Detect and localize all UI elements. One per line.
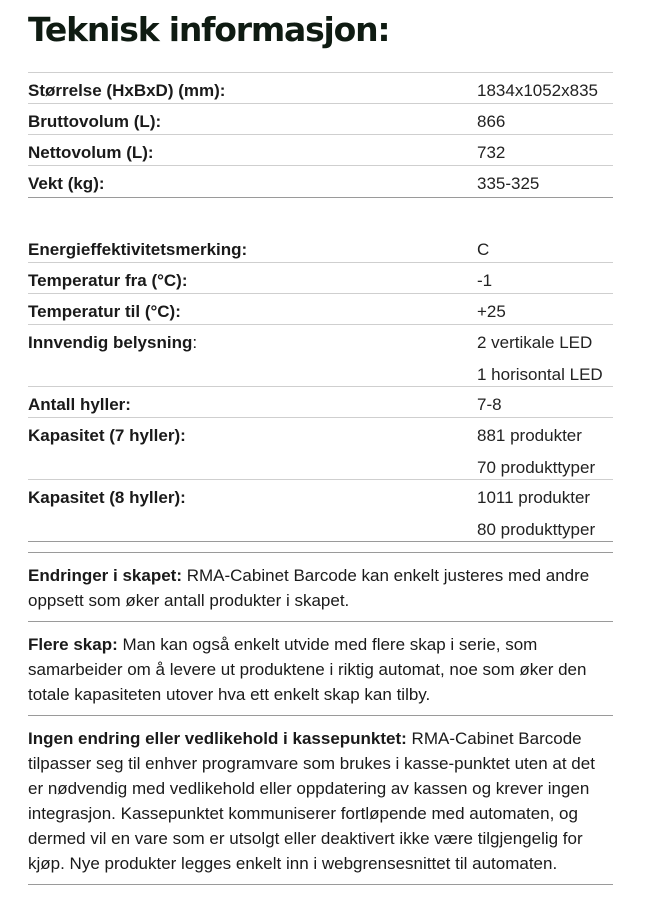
spec-value: -1 [477, 271, 493, 290]
spec-label [28, 426, 186, 446]
spec-label [28, 81, 225, 101]
spec-table-dimensions [28, 73, 613, 197]
spec-label [28, 143, 154, 163]
spec-value: 1 horisontal LED [477, 365, 603, 384]
spec-label [28, 488, 186, 508]
spec-label [28, 271, 188, 291]
note-heading: Endringer i skapet: [28, 566, 182, 585]
spec-label [28, 302, 181, 322]
spec-label-text: Antall hyller: [28, 395, 131, 414]
spec-row [28, 387, 613, 418]
page-title: Teknisk informasjon: [28, 10, 390, 49]
spec-value: 335-325 [477, 174, 540, 193]
spec-label-text: Bruttovolum (L): [28, 112, 162, 131]
spec-row [28, 166, 613, 197]
spec-label-text: Kapasitet (7 hyller): [28, 426, 186, 445]
spec-value: 1011 produkter [477, 488, 591, 507]
spec-label-text: Størrelse (HxBxD) (mm): [28, 81, 226, 100]
divider [28, 197, 613, 198]
spec-value: 2 vertikale LED [477, 333, 593, 352]
spec-value: 881 produkter [477, 426, 582, 445]
spec-row [28, 73, 613, 104]
spec-row [28, 325, 613, 387]
note-paragraph [28, 552, 613, 621]
note-text: RMA-Cabinet Barcode tilpasser seg til enhver programvare som brukes i kasse-punktet uten at det er nødvendig med vedlikehold eller oppdatering av kassen og krever ingen integrasjon. Kassepunktet kommuniserer fortløpende med automaten, og dermed vil en vare som er utsolgt eller deaktivert ikke være tilgjengelig for kjøp. Nye produkter legges enkelt inn i webgrensesnittet til automaten. [28, 729, 595, 873]
spec-value: 80 produkttyper [477, 520, 596, 539]
spec-value: C [477, 240, 490, 259]
note-text: Man kan også enkelt utvide med flere skap i serie, som samarbeider om å levere ut produktene i riktig automat, noe som øker den totale kapasiteten utover hva ett enkelt skap kan tilby. [28, 635, 587, 704]
spec-row [28, 294, 613, 325]
spec-label-text: Innvendig belysning [28, 333, 193, 352]
spec-row [28, 480, 613, 542]
spec-label-text: Temperatur til (°C): [28, 302, 181, 321]
note-heading: Flere skap: [28, 635, 118, 654]
spec-label-text: Energieffektivitetsmerking: [28, 240, 248, 259]
spec-label-suffix: : [192, 333, 198, 352]
spec-label-text: Vekt (kg): [28, 174, 105, 193]
spec-value: 7-8 [477, 395, 502, 414]
spec-row [28, 135, 613, 166]
spec-table-operation [28, 232, 613, 542]
spec-label [28, 112, 161, 132]
spec-value: 866 [477, 112, 506, 131]
note-paragraph [28, 715, 613, 885]
note-text: RMA-Cabinet Barcode kan enkelt justeres med andre oppsett som øker antall produkter i skapet. [28, 566, 590, 610]
spec-value: 732 [477, 143, 506, 162]
spec-row [28, 104, 613, 135]
notes-section [28, 552, 613, 885]
spec-row [28, 263, 613, 294]
spec-value: +25 [477, 302, 506, 321]
spec-label-text: Nettovolum (L): [28, 143, 154, 162]
spec-label [28, 174, 105, 194]
spec-row [28, 418, 613, 480]
spec-value: 70 produkttyper [477, 458, 596, 477]
note-heading: Ingen endring eller vedlikehold i kassepunktet: [28, 729, 407, 748]
spec-label-text: Kapasitet (8 hyller): [28, 488, 186, 507]
spec-label-text: Temperatur fra (°C): [28, 271, 188, 290]
spec-label [28, 333, 197, 353]
spec-label [28, 240, 247, 260]
spec-label [28, 395, 131, 415]
note-paragraph [28, 621, 613, 715]
spec-row [28, 232, 613, 263]
spec-value: 1834x1052x835 [477, 81, 599, 100]
